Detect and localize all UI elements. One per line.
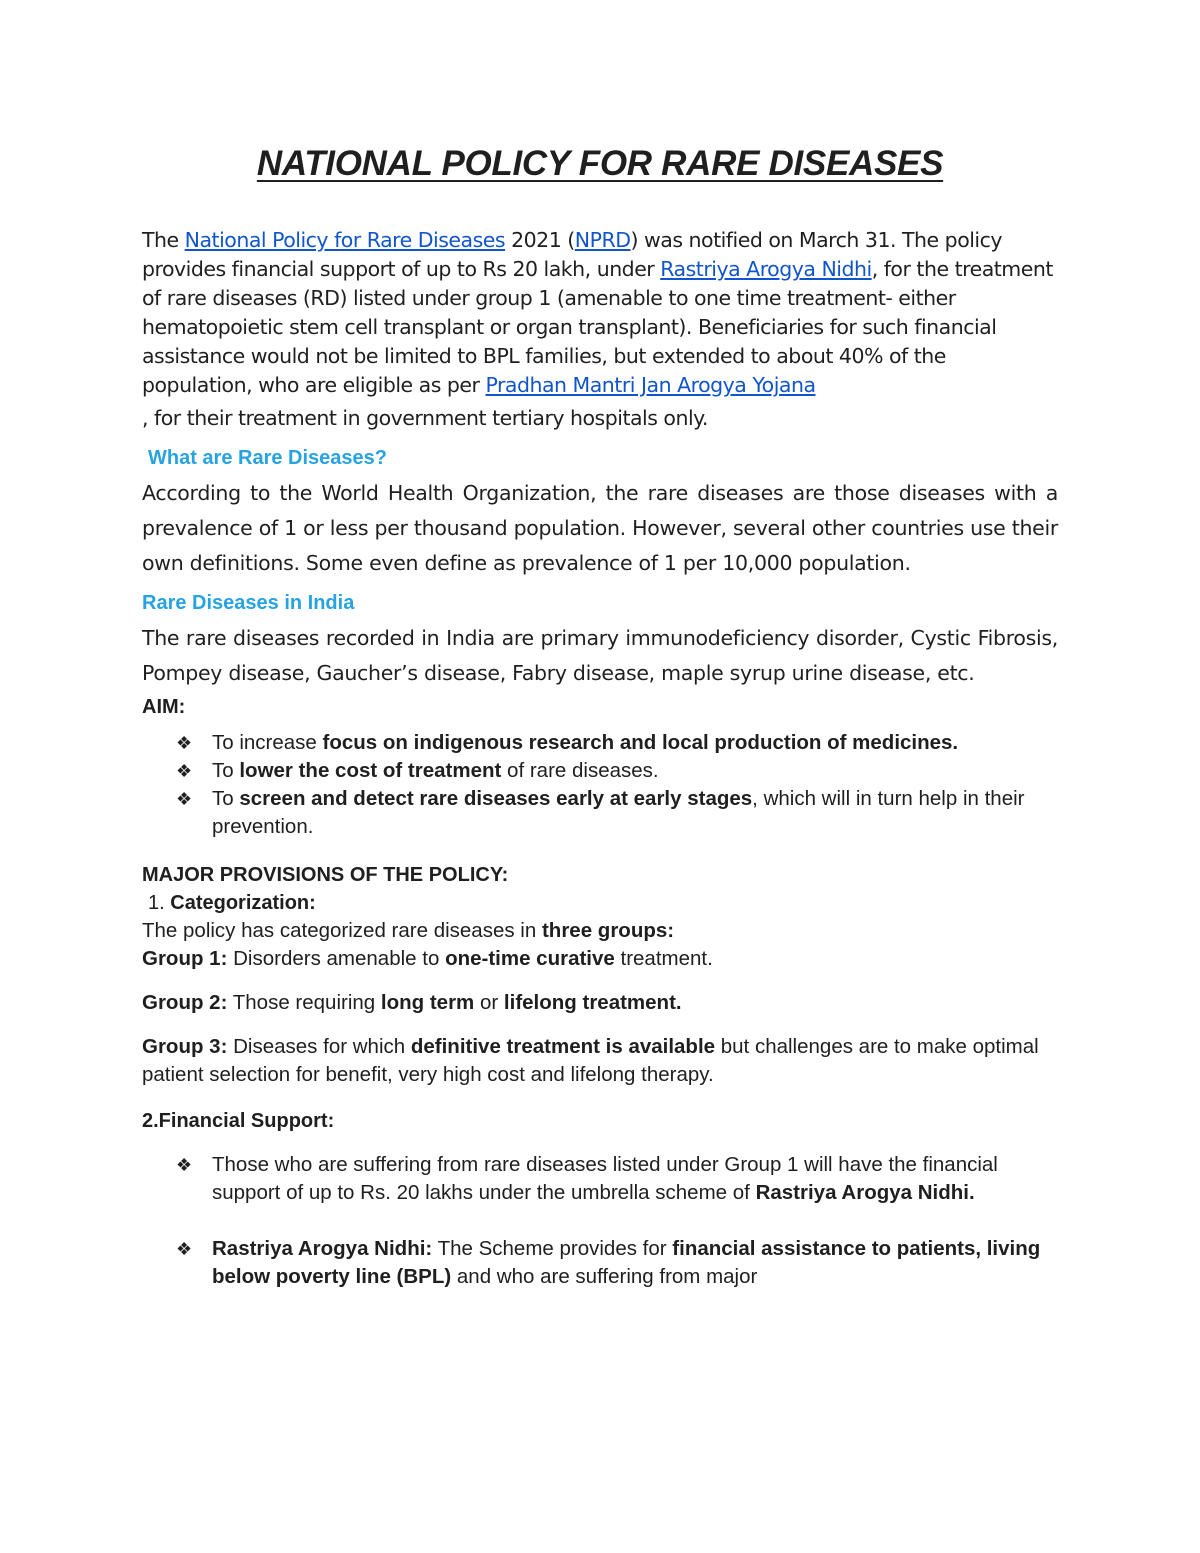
diamond-bullet-icon: ❖ [176,1155,193,1175]
group-1-line: Group 1: Disorders amenable to one-time curative treatment. [142,947,713,970]
document-content [142,138,1058,1291]
heading-major-provisions: MAJOR PROVISIONS OF THE POLICY: [142,864,509,886]
aim-item-3: ❖ To screen and detect rare diseases early at early stages, which will in turn help in their prevention. [176,787,1025,838]
diamond-bullet-icon: ❖ [176,733,193,753]
link-rastriya-arogya-nidhi[interactable]: Rastriya Arogya Nidhi [660,257,872,281]
what-body: According to the World Health Organization, the rare diseases are those diseases with a prevalence of 1 or less per thousand population. However, several other countries use their own definitions. Some even define as prevalence of 1 per 10,000 population. [142,481,1058,575]
group-3-line: Group 3: Diseases for which definitive treatment is available but challenges are to make optimal patient selection for benefit, very high cost and lifelong therapy. [142,1035,1039,1086]
heading-what-are-rare-diseases: What are Rare Diseases? [148,447,388,469]
categorization-intro: The policy has categorized rare diseases in three groups: [142,919,675,942]
intro-tail: , for their treatment in government tertiary hospitals only. [142,406,708,430]
financial-item-1: ❖ Those who are suffering from rare diseases listed under Group 1 will have the financial support of up to Rs. 20 lakhs under the umbrella scheme of Rastriya Arogya Nidhi. [176,1153,998,1204]
heading-aim: AIM: [142,696,186,718]
page-title: NATIONAL POLICY FOR RARE DISEASES [256,144,944,183]
subheading-categorization: 1. Categorization: [148,892,316,914]
heading-financial-support: 2.Financial Support: [142,1110,335,1132]
india-body: The rare diseases recorded in India are primary immunodeficiency disorder, Cystic Fibrosis, Pompey disease, Gaucher’s disease, Fabry disease, maple syrup urine disease, etc. [142,626,1058,685]
link-pmjay[interactable]: Pradhan Mantri Jan Arogya Yojana [485,373,816,397]
intro-text: The National Policy for Rare Diseases 2021 (NPRD) was notified on March 31. The policy provides financial support of up to Rs 20 lakh, under Rastriya Arogya Nidhi, for the treatment of rare diseases (RD) listed under group 1 (amenable to one time treatment- either hematopoietic stem cell transplant or organ transplant). Beneficiaries for such financial assistance would not be limited to BPL families, but extended to about 40% of the population, who are eligible as per Pradhan Mantri Jan Arogya Yojana [142,228,1053,397]
group-2-line: Group 2: Those requiring long term or lifelong treatment. [142,991,682,1014]
diamond-bullet-icon: ❖ [176,761,193,781]
aim-list [142,729,1058,841]
heading-rare-diseases-india: Rare Diseases in India [142,592,355,614]
diamond-bullet-icon: ❖ [176,789,193,809]
financial-item-2: ❖ Rastriya Arogya Nidhi: The Scheme provides for financial assistance to patients, living below poverty line (BPL) and who are suffering from major [176,1237,1041,1288]
link-national-policy[interactable]: National Policy for Rare Diseases [184,228,506,252]
aim-item-2: ❖ To lower the cost of treatment of rare diseases. [142,757,1058,785]
financial-list [142,1151,1058,1291]
intro-paragraph [142,226,1058,433]
aim-item-1: ❖ To increase focus on indigenous research and local production of medicines. [142,729,1058,757]
link-nprd[interactable]: NPRD [574,228,631,252]
diamond-bullet-icon: ❖ [176,1239,193,1259]
